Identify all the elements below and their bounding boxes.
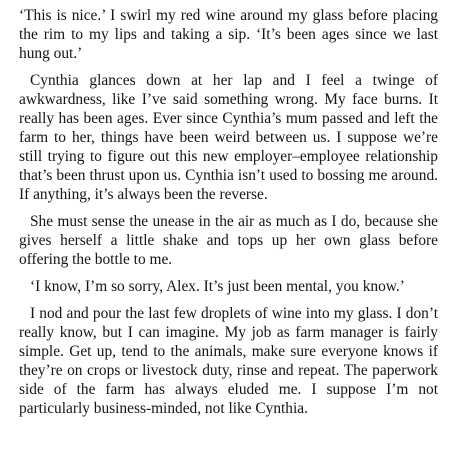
paragraph-3: She must sense the unease in the air as much as I do, because she gives herself a little shake and tops up her own glass before offering the bottle to me.	[19, 213, 438, 268]
paragraph-2: Cynthia glances down at her lap and I feel a twinge of awkwardness, like I’ve said something wrong. My face burns. It really has been ages. Ever since Cynthia’s mum passed and left the farm to her, things have been weird between us. I suppose we’re still trying to figure out this new employer–employee relationship that’s been thrust upon us. Cynthia isn’t used to bossing me around. If anything, it’s always been the reverse.	[19, 72, 438, 203]
paragraph-1: ‘This is nice.’ I swirl my red wine around my glass before placing the rim to my lips and taking a sip. ‘It’s been ages since we last hung out.’	[19, 7, 438, 62]
paragraph-5: I nod and pour the last few droplets of wine into my glass. I don’t really know, but I can imagine. My job as farm manager is fairly simple. Get up, tend to the animals, make sure everyone knows if they’re on crops or livestock duty, rinse and repeat. The paperwork side of the farm has always eluded me. I suppose I’m not particularly business-minded, not like Cynthia.	[19, 305, 438, 417]
paragraph-4: ‘I know, I’m so sorry, Alex. It’s just been mental, you know.’	[30, 278, 405, 295]
